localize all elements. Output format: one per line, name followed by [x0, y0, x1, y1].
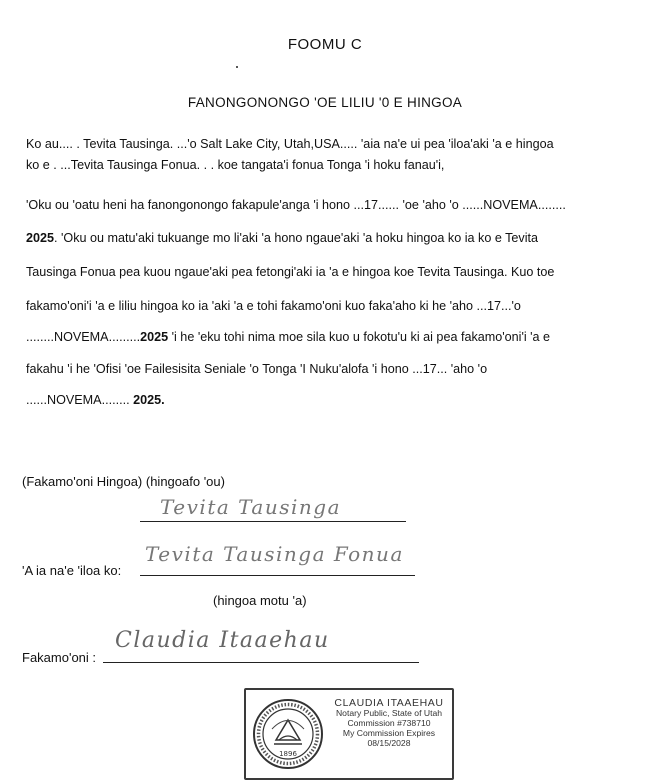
- handwritten-full-name: Tevita Tausinga Fonua: [145, 542, 404, 566]
- notary-seal-icon: [252, 698, 324, 770]
- body-line-7: [26, 393, 165, 407]
- stamp-line-1: Notary Public, State of Utah: [335, 708, 443, 718]
- known-as-label: 'A ia na'e 'iloa ko:: [22, 563, 122, 578]
- body-line-2b-text: . 'Oku ou matu'aki tukuange mo li'aki 'a hono ngaue'aki 'a hoku hingoa ko ia ko e Tevita: [54, 231, 538, 245]
- form-subtitle: FANONGONONGO 'OE LILIU '0 E HINGOA: [187, 95, 463, 110]
- body-line-5b: 'i he 'eku tohi nima moe sila kuo u fokotu'u ki ai pea fakamo'oni'i 'a e: [168, 330, 551, 344]
- notary-stamp: [244, 688, 454, 780]
- stamp-line-4: 08/15/2028: [367, 738, 411, 748]
- body-line-2b: [26, 231, 538, 245]
- known-as-line: [140, 575, 415, 576]
- body-line-4: fakamo'oni'i 'a e liliu hingoa ko ia 'aki 'a e tohi fakamo'oni kuo faka'aho ki he 'aho ...17...'o: [26, 299, 521, 313]
- body-line-7a: ......NOVEMA........: [26, 393, 134, 407]
- body-line-3: Tausinga Fonua pea kuou ngaue'aki pea fetongi'aki ia 'a e hingoa koe Tevita Tausinga. Kuo toe: [26, 265, 555, 279]
- stray-mark: [236, 66, 238, 68]
- signature-caption: (Fakamo'oni Hingoa) (hingoafo 'ou): [22, 474, 225, 489]
- body-line-5a: ........NOVEMA.........: [26, 330, 141, 344]
- handwritten-signature: Tevita Tausinga: [160, 495, 341, 519]
- handwritten-witness-signature: Claudia Itaaehau: [115, 628, 330, 653]
- year-text: 2025.: [133, 393, 165, 407]
- signature-line: [140, 521, 406, 522]
- stamp-name: CLAUDIA ITAAEHAU: [334, 697, 444, 709]
- body-line-5: [26, 330, 550, 344]
- stamp-text-block: [328, 698, 450, 748]
- body-line-6: fakahu 'i he 'Ofisi 'oe Failesisita Seniale 'o Tonga 'I Nuku'alofa 'i hono ...17... 'aho 'o: [26, 362, 488, 376]
- form-title: FOOMU C: [287, 36, 363, 53]
- seal-year: 1896: [279, 750, 297, 758]
- stamp-line-2: Commission #738710: [347, 718, 431, 728]
- body-line-1a: Ko au.... . Tevita Tausinga. ...'o Salt Lake City, Utah,USA..... 'aia na'e ui pea 'iloa'aki 'a e hingoa: [26, 137, 554, 151]
- year-text: 2025: [26, 231, 55, 245]
- year-text: 2025: [140, 330, 169, 344]
- witness-line: [103, 662, 419, 663]
- body-line-1b: ko e . ...Tevita Tausinga Fonua. . . koe tangata'i fonua Tonga 'i hoku fanau'i,: [26, 158, 445, 172]
- body-line-2a: 'Oku ou 'oatu heni ha fanongonongo fakapule'anga 'i hono ...17...... 'oe 'aho 'o ......NOVEMA........: [26, 198, 566, 212]
- stamp-line-3: My Commission Expires: [342, 728, 436, 738]
- witness-label: Fakamo'oni :: [22, 650, 97, 665]
- full-name-caption: (hingoa motu 'a): [213, 593, 307, 608]
